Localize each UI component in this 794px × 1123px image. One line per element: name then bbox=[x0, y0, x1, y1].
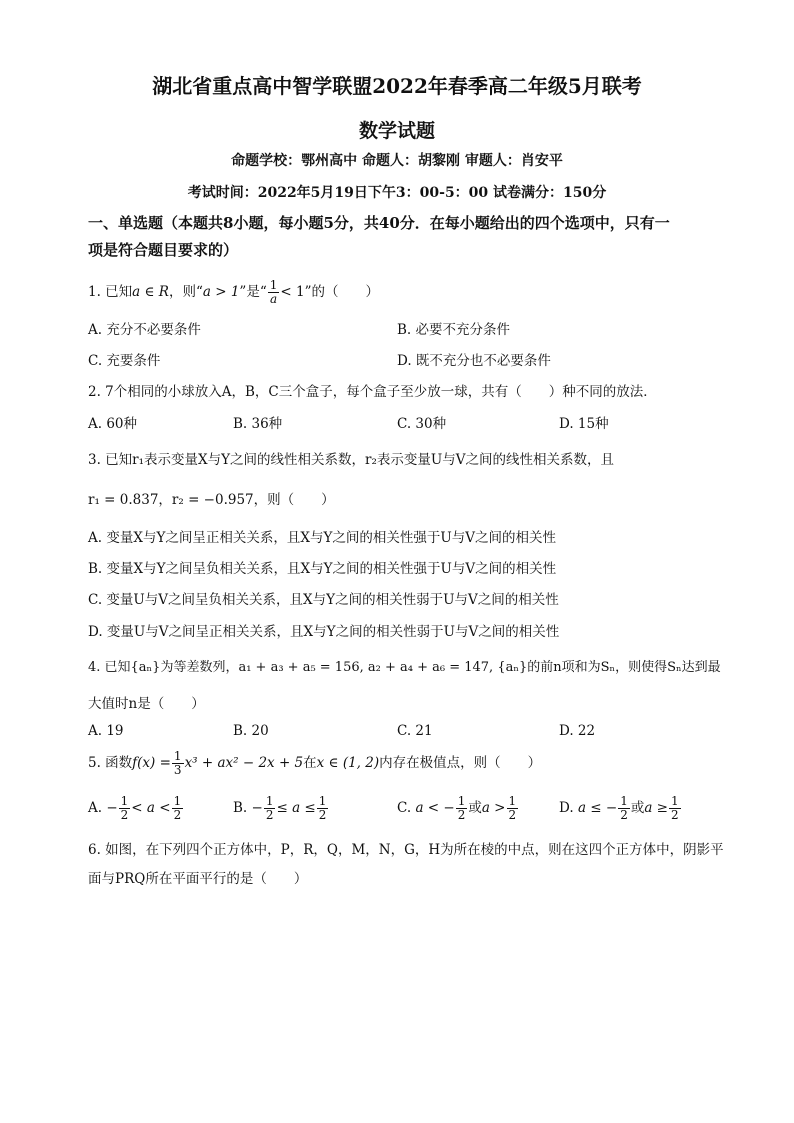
q5-b-frac-1 bbox=[264, 795, 276, 822]
q5-d-math-1: a ≤ − bbox=[577, 800, 618, 816]
q2-option-a: A. 60种 bbox=[88, 416, 138, 432]
q5-c-frac-1-num: 1 bbox=[457, 794, 466, 808]
q4-option-d: D. 22 bbox=[559, 723, 596, 739]
q5-d-label: D. bbox=[559, 800, 574, 816]
q5-option-d bbox=[559, 795, 682, 822]
q1-math-3: < 1 bbox=[280, 284, 305, 300]
q5-a-frac-1-num: 1 bbox=[120, 794, 129, 808]
q5-a-frac-2 bbox=[172, 795, 184, 822]
question-3-stem-line1: 3. 已知r₁表示变量X与Y之间的线性相关系数，r₂表示变量U与V之间的线性相关系数，且 bbox=[88, 452, 615, 468]
q1-math-1: a ∈ R bbox=[132, 284, 169, 300]
question-4-stem-line1: 4. 已知{aₙ}为等差数列，a₁ + a₃ + a₅ = 156, a₂ + a₄ + a₆ = 147, {aₙ}的前n项和为Sₙ，则使得Sₙ达到最 bbox=[88, 660, 721, 675]
q1-frac-numerator: 1 bbox=[269, 278, 278, 292]
q1-text-1: 1. 已知 bbox=[88, 284, 133, 300]
section-heading-line2: 项是符合题目要求的） bbox=[88, 241, 239, 259]
q1-text-3: ”是“ bbox=[239, 284, 267, 300]
question-5-stem bbox=[88, 750, 720, 777]
page-title: 湖北省重点高中智学联盟2022年春季高二年级5月联考 bbox=[152, 74, 642, 98]
q5-d-frac-2-den: 2 bbox=[671, 808, 679, 822]
q5-a-math: < a < bbox=[131, 800, 171, 816]
q5-c-label: C. bbox=[397, 800, 412, 816]
q3-option-b: B. 变量X与Y之间呈负相关关系，且X与Y之间的相关性强于U与V之间的相关性 bbox=[88, 561, 557, 577]
question-3-stem-line2: r₁ = 0.837，r₂ = −0.957，则（ ） bbox=[88, 492, 335, 508]
q5-b-frac-1-den: 2 bbox=[265, 808, 274, 822]
q1-frac-denominator: a bbox=[269, 292, 278, 306]
q5-text-3: 内存在极值点，则（ ） bbox=[379, 755, 542, 771]
q5-c-math-2: a > bbox=[481, 800, 506, 816]
exam-info-line: 考试时间：2022年5月19日下午3：00-5：00 试卷满分：150分 bbox=[187, 185, 607, 201]
section-heading bbox=[88, 210, 718, 264]
q5-c-frac-2-den: 2 bbox=[508, 808, 517, 822]
question-6-stem-line2: 面与PRQ所在平面平行的是（ ） bbox=[88, 871, 308, 887]
q5-d-math-2: a ≥ bbox=[644, 800, 668, 816]
q5-b-frac-2 bbox=[317, 795, 329, 822]
q1-fraction bbox=[268, 279, 280, 306]
q5-text-1: 5. 函数 bbox=[88, 755, 133, 771]
page-subtitle: 数学试题 bbox=[358, 120, 435, 142]
authors-line: 命题学校：鄂州高中 命题人：胡黎刚 审题人：肖安平 bbox=[231, 153, 563, 169]
q5-math-3: x ∈ (1, 2) bbox=[316, 755, 380, 771]
question-4-stem-line2: 大值时n是（ ） bbox=[88, 696, 205, 712]
q1-text-4: ”的（ ） bbox=[304, 284, 379, 300]
q4-option-c: C. 21 bbox=[397, 723, 433, 739]
q5-frac-numerator: 1 bbox=[173, 749, 182, 763]
question-6-stem-line1: 6. 如图，在下列四个正方体中，P，R，Q，M，N，G，H为所在棱的中点，则在这四个正方体中，阴影平 bbox=[88, 842, 724, 858]
q4-option-b: B. 20 bbox=[233, 723, 269, 739]
q3-option-d: D. 变量U与V之间呈正相关关系，且X与Y之间的相关性弱于U与V之间的相关性 bbox=[88, 624, 560, 640]
q2-option-b: B. 36种 bbox=[233, 416, 283, 432]
q5-b-label: B. bbox=[233, 800, 248, 816]
q5-a-frac-2-num: 1 bbox=[173, 794, 182, 808]
q1-option-b: B. 必要不充分条件 bbox=[397, 322, 511, 338]
q1-option-a: A. 充分不必要条件 bbox=[88, 322, 201, 338]
question-2-stem: 2. 7个相同的小球放入A，B，C三个盒子，每个盒子至少放一球，共有（ ）种不同的放法． bbox=[88, 384, 657, 400]
q5-d-frac-1-den: 2 bbox=[620, 808, 628, 822]
q3-option-a: A. 变量X与Y之间呈正相关关系，且X与Y之间的相关性强于U与V之间的相关性 bbox=[88, 530, 557, 546]
q5-a-minus: − bbox=[106, 800, 118, 816]
question-1-stem bbox=[88, 279, 720, 306]
q3-option-c: C. 变量U与V之间呈负相关关系，且X与Y之间的相关性弱于U与V之间的相关性 bbox=[88, 592, 559, 608]
q5-d-frac-2 bbox=[669, 795, 681, 822]
q5-option-a bbox=[88, 795, 184, 822]
q5-b-minus: − bbox=[251, 800, 263, 816]
q5-a-frac-1 bbox=[119, 795, 131, 822]
q5-fraction bbox=[172, 750, 184, 777]
q5-b-frac-2-num: 1 bbox=[318, 794, 327, 808]
q5-frac-denominator: 3 bbox=[173, 763, 182, 777]
q1-option-d: D. 既不充分也不必要条件 bbox=[397, 353, 551, 369]
q4-option-a: A. 19 bbox=[88, 723, 124, 739]
q5-option-b bbox=[233, 795, 329, 822]
q5-text-2: 在 bbox=[303, 755, 317, 771]
q1-math-2: a > 1 bbox=[202, 284, 240, 300]
q5-b-frac-2-den: 2 bbox=[318, 808, 327, 822]
q5-b-frac-1-num: 1 bbox=[265, 794, 274, 808]
q5-b-math: ≤ a ≤ bbox=[276, 800, 316, 816]
section-heading-line1: 一、单选题（本题共8小题，每小题5分，共40分．在每小题给出的四个选项中，只有一 bbox=[88, 214, 670, 232]
q5-c-frac-1-den: 2 bbox=[457, 808, 466, 822]
q2-option-c: C. 30种 bbox=[397, 416, 447, 432]
q5-d-frac-2-num: 1 bbox=[671, 794, 679, 808]
q5-c-frac-2 bbox=[507, 795, 519, 822]
q5-a-frac-2-den: 2 bbox=[173, 808, 182, 822]
q5-c-math-1: a < − bbox=[415, 800, 455, 816]
q5-d-frac-1 bbox=[618, 795, 630, 822]
q1-option-c: C. 充要条件 bbox=[88, 353, 161, 369]
q5-d-frac-1-num: 1 bbox=[620, 794, 628, 808]
q5-d-or: 或 bbox=[630, 800, 645, 816]
q5-math-2: x³ + ax² − 2x + 5 bbox=[184, 755, 304, 771]
q5-c-frac-1 bbox=[456, 795, 468, 822]
q5-a-label: A. bbox=[88, 800, 103, 816]
q5-option-c bbox=[397, 795, 519, 822]
q5-c-or: 或 bbox=[468, 800, 482, 816]
q5-math-1: f(x) = bbox=[132, 755, 171, 771]
q2-option-d: D. 15种 bbox=[559, 416, 609, 432]
q5-a-frac-1-den: 2 bbox=[120, 808, 129, 822]
q5-c-frac-2-num: 1 bbox=[508, 794, 517, 808]
q1-text-2: ，则“ bbox=[168, 284, 203, 300]
